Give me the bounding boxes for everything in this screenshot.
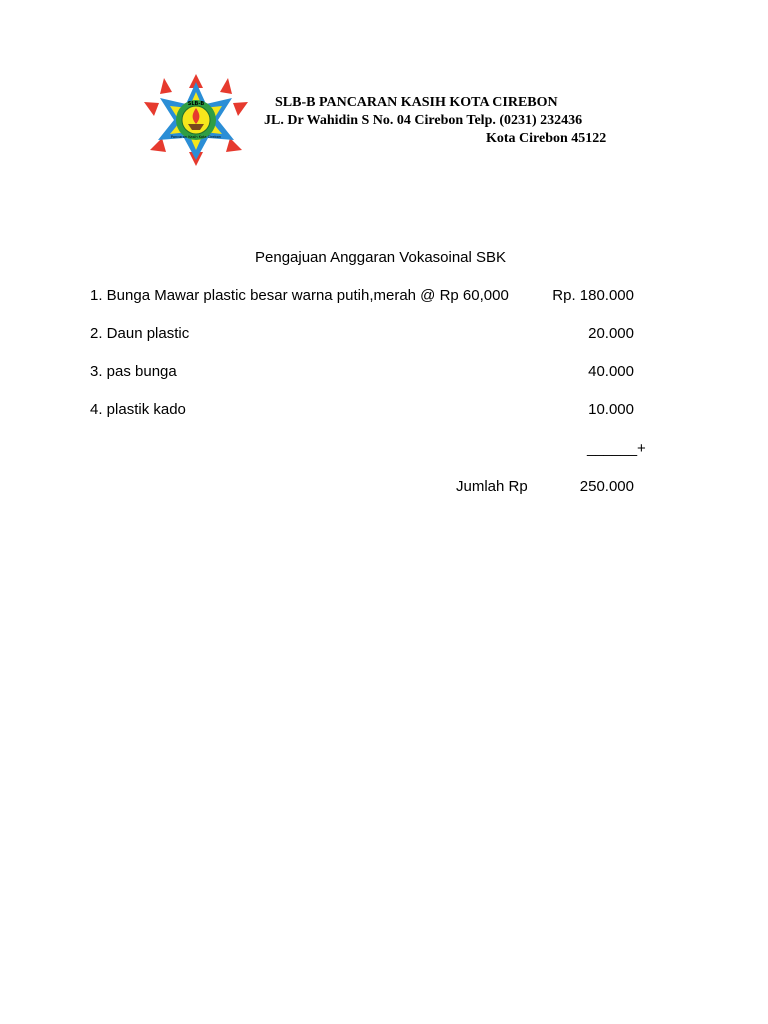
budget-item-label: 3. pas bunga <box>90 363 177 380</box>
budget-item-label: 4. plastik kado <box>90 401 186 418</box>
school-address: JL. Dr Wahidin S No. 04 Cirebon Telp. (0231) 232436 <box>264 113 583 128</box>
budget-item-amount: Rp. 180.000 <box>552 287 634 304</box>
document-title: Pengajuan Anggaran Vokasoinal SBK <box>255 249 507 266</box>
sum-line: ______+ <box>587 440 646 457</box>
budget-item-label: 1. Bunga Mawar plastic besar warna putih,merah @ Rp 60,000 <box>90 287 509 304</box>
school-city: Kota Cirebon 45122 <box>486 131 607 146</box>
budget-item-amount: 20.000 <box>588 325 634 342</box>
total-amount: 250.000 <box>579 478 634 495</box>
emblem-top-text: SLB-B <box>187 101 205 107</box>
school-name: SLB-B PANCARAN KASIH KOTA CIREBON <box>275 95 558 110</box>
school-emblem-icon <box>142 72 250 168</box>
total-label: Jumlah Rp <box>456 478 528 495</box>
emblem-bottom-text: Pancaran Kasih Kota Cirebon <box>170 135 222 139</box>
budget-item-label: 2. Daun plastic <box>90 325 190 342</box>
budget-item-amount: 40.000 <box>588 363 634 380</box>
budget-item-amount: 10.000 <box>588 401 634 418</box>
